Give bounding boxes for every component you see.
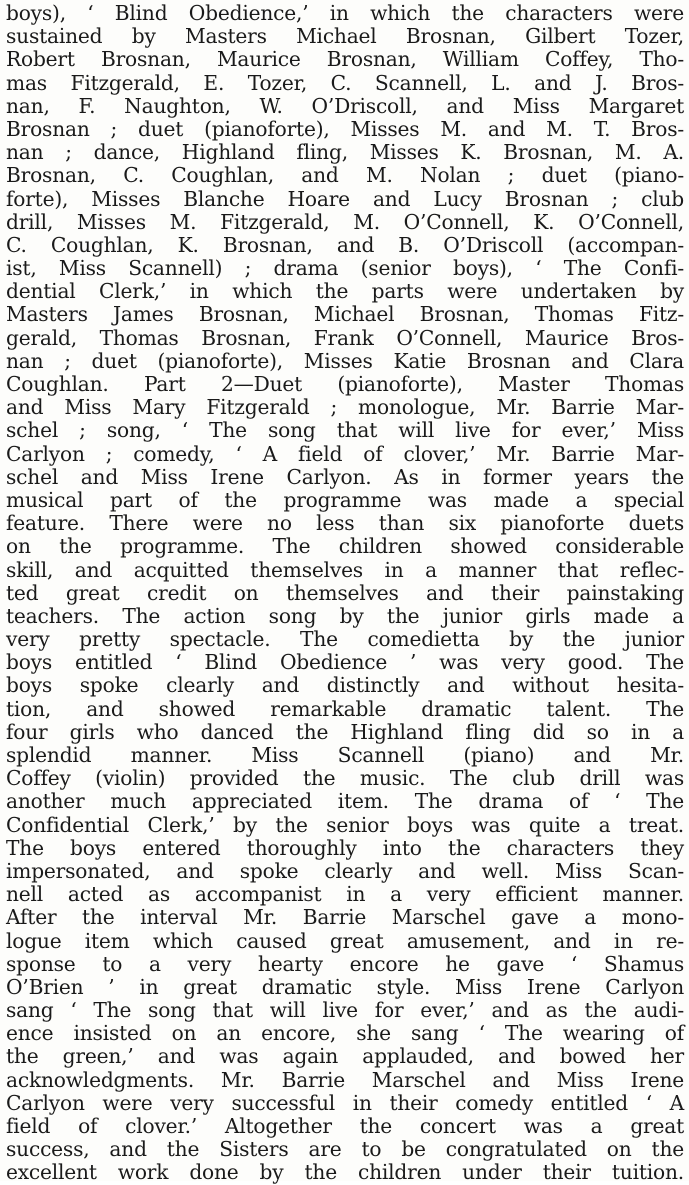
article-line: nan ; duet (pianoforte), Misses Katie Brosnan and Clara: [6, 348, 684, 373]
article-line: ist, Miss Scannell) ; drama (senior boys), ‘ The Confi-: [6, 256, 684, 281]
article-line: field of clover.’ Altogether the concert was a great: [6, 1114, 684, 1138]
article-line: Coughlan. Part 2—Duet (pianoforte), Master Thomas: [6, 372, 684, 396]
article-line: schel ; song, ‘ The song that will live for ever,’ Miss: [6, 418, 684, 443]
article-line: boys entitled ‘ Blind Obedience ’ was very good. The: [6, 650, 684, 675]
article-line: mas Fitzgerald, E. Tozer, C. Scannell, L. and J. Bros-: [6, 70, 684, 95]
article-line: gerald, Thomas Brosnan, Frank O’Connell, Maurice Bros-: [6, 325, 684, 350]
article-line: boys), ‘ Blind Obedience,’ in which the characters were: [6, 1, 684, 25]
article-line: and Miss Mary Fitzgerald ; monologue, Mr. Barrie Mar-: [6, 395, 684, 420]
article-line: teachers. The action song by the junior girls made a: [6, 603, 684, 628]
article-line: musical part of the programme was made a special: [6, 487, 684, 512]
article-line: drill, Misses M. Fitzgerald, M. O’Connell, K. O’Connell,: [6, 209, 684, 234]
article-line: sponse to a very hearty encore he gave ‘ Shamus: [6, 951, 684, 976]
article-line: Brosnan, C. Coughlan, and M. Nolan ; duet (piano-: [6, 163, 684, 188]
article-line: O’Brien ’ in great dramatic style. Miss Irene Carlyon: [6, 974, 684, 999]
article-line: very pretty spectacle. The comedietta by the junior: [6, 627, 684, 652]
article-line: nan ; dance, Highland fling, Misses K. Brosnan, M. A.: [6, 140, 684, 165]
article-line: Brosnan ; duet (pianoforte), Misses M. and M. T. Bros-: [6, 116, 684, 141]
article-line: ence insisted on an encore, she sang ‘ The wearing of: [6, 1021, 684, 1046]
article-line: Coffey (violin) provided the music. The club drill was: [6, 766, 684, 791]
article-line: Confidential Clerk,’ by the senior boys was quite a treat.: [6, 812, 684, 837]
article-line: success, and the Sisters are to be congratulated on the: [6, 1137, 684, 1162]
article-body: [6, 2, 684, 1185]
article-line: four girls who danced the Highland fling did so in a: [6, 719, 684, 744]
article-line: feature. There were no less than six pianoforte duets: [6, 511, 684, 536]
article-line: sustained by Masters Michael Brosnan, Gilbert Tozer,: [6, 24, 684, 49]
article-line: another much appreciated item. The drama of ‘ The: [6, 789, 684, 814]
article-line: The boys entered thoroughly into the characters they: [6, 835, 684, 860]
article-line: boys spoke clearly and distinctly and without hesita-: [6, 673, 684, 698]
article-line: nan, F. Naughton, W. O’Driscoll, and Miss Margaret: [6, 93, 684, 118]
article-line: After the interval Mr. Barrie Marschel gave a mono-: [6, 905, 684, 930]
article-line: tion, and showed remarkable dramatic talent. The: [6, 696, 684, 721]
article-line: on the programme. The children showed considerable: [6, 534, 684, 559]
article-line: logue item which caused great amusement, and in re-: [6, 928, 684, 953]
article-line: splendid manner. Miss Scannell (piano) and Mr.: [6, 743, 684, 767]
article-line: Carlyon ; comedy, ‘ A field of clover,’ Mr. Barrie Mar-: [6, 441, 684, 466]
article-line: Masters James Brosnan, Michael Brosnan, Thomas Fitz-: [6, 302, 684, 327]
article-line: the green,’ and was again applauded, and bowed her: [6, 1044, 684, 1069]
article-line: forte), Misses Blanche Hoare and Lucy Brosnan ; club: [6, 186, 684, 211]
article-line: ted great credit on themselves and their painstaking: [6, 580, 684, 605]
article-line: skill, and acquitted themselves in a manner that reflec-: [6, 557, 684, 582]
article-line: schel and Miss Irene Carlyon. As in former years the: [6, 464, 684, 489]
article-line: acknowledgments. Mr. Barrie Marschel and Miss Irene: [6, 1067, 684, 1092]
article-line: dential Clerk,’ in which the parts were undertaken by: [6, 279, 684, 304]
article-line: C. Coughlan, K. Brosnan, and B. O’Driscoll (accompan-: [6, 232, 684, 257]
article-line: impersonated, and spoke clearly and well. Miss Scan-: [6, 858, 684, 883]
article-line: sang ‘ The song that will live for ever,’ and as the audi-: [6, 998, 684, 1023]
article-line: Carlyon were very successful in their comedy entitled ‘ A: [6, 1090, 684, 1115]
article-line: Robert Brosnan, Maurice Brosnan, William Coffey, Tho-: [6, 47, 684, 72]
article-line: excellent work done by the children under their tuition.: [6, 1160, 684, 1185]
article-line: nell acted as accompanist in a very efficient manner.: [6, 882, 684, 907]
